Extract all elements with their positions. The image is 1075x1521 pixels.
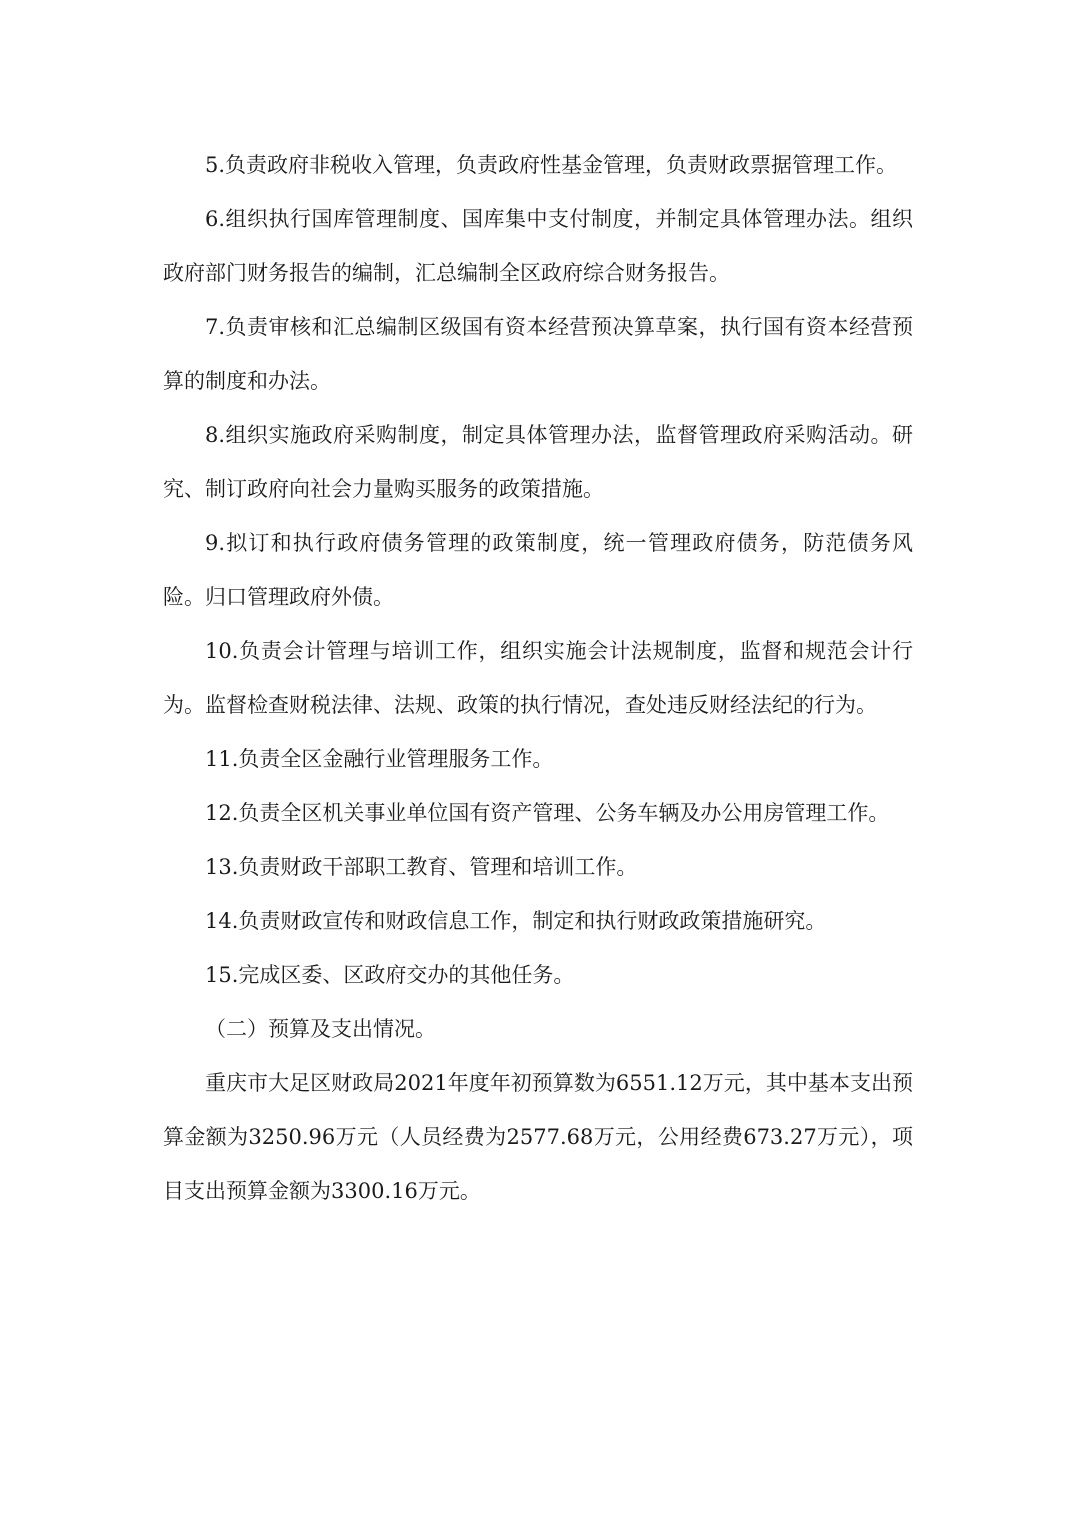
paragraph-item-14: 14.负责财政宣传和财政信息工作，制定和执行财政政策措施研究。 [205,909,827,933]
paragraph-item-9: 9.拟订和执行政府债务管理的政策制度，统一管理政府债务，防范债务风险。归口管理政府外债。 [163,531,913,609]
budget-summary-paragraph: 重庆市大足区财政局2021年度年初预算数为6551.12万元，其中基本支出预算金额为3250.96万元（人员经费为2577.68万元，公用经费673.27万元），项目支出预算金额为3300.16万元。 [163,1071,913,1203]
paragraph-item-15: 15.完成区委、区政府交办的其他任务。 [205,963,575,987]
paragraph-item-10: 10.负责会计管理与培训工作，组织实施会计法规制度，监督和规范会计行为。监督检查财税法律、法规、政策的执行情况，查处违反财经法纪的行为。 [163,639,913,717]
paragraph-item-6: 6.组织执行国库管理制度、国库集中支付制度，并制定具体管理办法。组织政府部门财务报告的编制，汇总编制全区政府综合财务报告。 [163,207,913,285]
paragraph-item-11: 11.负责全区金融行业管理服务工作。 [205,747,554,771]
paragraph-item-13: 13.负责财政干部职工教育、管理和培训工作。 [205,855,638,879]
paragraph-item-5: 5.负责政府非税收入管理，负责政府性基金管理，负责财政票据管理工作。 [205,153,898,177]
document-body [163,138,913,1218]
paragraph-item-12: 12.负责全区机关事业单位国有资产管理、公务车辆及办公用房管理工作。 [205,801,890,825]
paragraph-item-7: 7.负责审核和汇总编制区级国有资本经营预决算草案，执行国有资本经营预算的制度和办法。 [163,315,913,393]
paragraph-item-8: 8.组织实施政府采购制度，制定具体管理办法，监督管理政府采购活动。研究、制订政府向社会力量购买服务的政策措施。 [163,423,913,501]
section-heading-budget: （二）预算及支出情况。 [205,1017,436,1041]
